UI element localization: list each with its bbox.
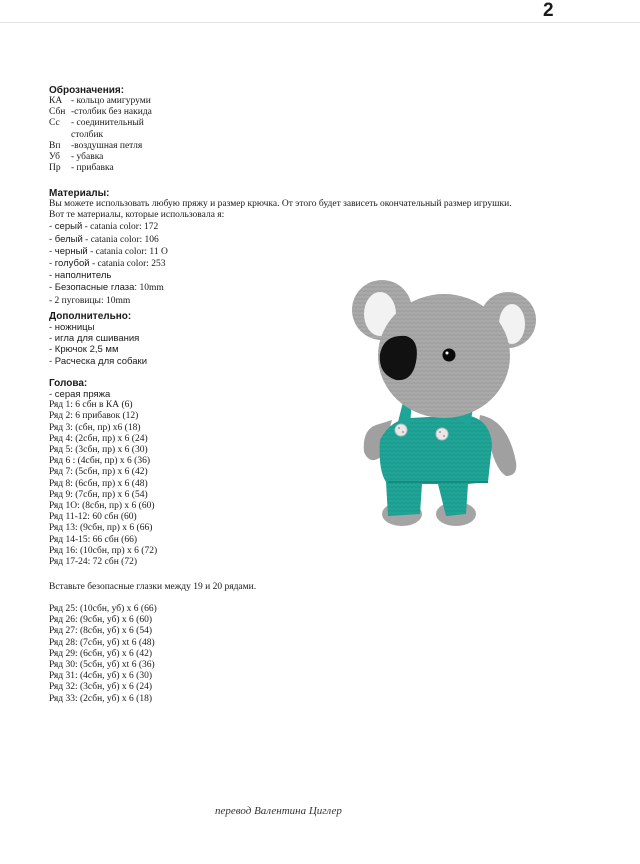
pattern-row: Ряд 2: 6 прибавок (12) bbox=[49, 411, 139, 422]
pattern-row: Ряд 6 : (4сбн, пр) х 6 (36) bbox=[49, 456, 151, 467]
material-detail: - 2 пуговицы: 10mm bbox=[49, 295, 131, 306]
material-item bbox=[49, 246, 512, 258]
legend-abbr: Вп bbox=[49, 140, 61, 151]
pattern-row: Ряд 9: (7сбн, пр) х 6 (54) bbox=[49, 489, 148, 500]
material-name: - серый bbox=[49, 221, 83, 233]
head-rows-1 bbox=[49, 400, 157, 568]
eye bbox=[443, 349, 456, 362]
pattern-row: Ряд 32: (3сбн, уб) х 6 (24) bbox=[49, 682, 153, 693]
pattern-row: Ряд 1: 6 сбн в КА (6) bbox=[49, 400, 133, 411]
legend-title: Оброзначения: bbox=[49, 85, 125, 96]
legend-text: столбик bbox=[71, 129, 104, 140]
material-name: - наполнитель bbox=[49, 270, 112, 282]
legend-text: -столбик без накида bbox=[71, 107, 152, 118]
head-rows-2-block bbox=[49, 604, 157, 705]
material-detail: 10mm bbox=[137, 283, 164, 294]
material-detail: - catania color: 11 O bbox=[87, 246, 168, 257]
additional-item: - игла для сшивания bbox=[49, 333, 140, 345]
head-section bbox=[49, 378, 157, 568]
additional-section bbox=[49, 311, 147, 367]
legend-item bbox=[49, 152, 152, 163]
additional-title: Дополнительно: bbox=[49, 311, 132, 322]
legend-abbr: Пр bbox=[49, 163, 61, 174]
head-yarn: - серая пряжа bbox=[49, 389, 111, 400]
page-number: 2 bbox=[543, 0, 554, 21]
legend-text: - убавка bbox=[71, 152, 104, 163]
legend-item bbox=[49, 130, 152, 141]
materials-intro-2: Вот те материалы, которые использовала я: bbox=[49, 210, 225, 221]
pattern-row: Ряд 5: (3сбн, пр) х 6 (30) bbox=[49, 445, 148, 456]
eye-highlight bbox=[446, 352, 449, 355]
material-name: - белый bbox=[49, 233, 83, 245]
eyes-note: Вставьте безопасные глазки между 19 и 20 рядами. bbox=[49, 582, 257, 592]
pattern-row: Ряд 33: (2сбн, уб) х 6 (18) bbox=[49, 693, 153, 704]
legend-abbr: Уб bbox=[49, 152, 60, 163]
legend-text: -воздушная петля bbox=[71, 140, 143, 151]
material-name: - голубой bbox=[49, 258, 90, 270]
legend-text: - кольцо амигуруми bbox=[71, 96, 151, 106]
pattern-row: Ряд 28: (7сбн, уб) хt 6 (48) bbox=[49, 637, 155, 648]
translator-credit: перевод Валентина Циглер bbox=[215, 805, 342, 817]
legend-item bbox=[49, 118, 152, 129]
legend-item bbox=[49, 107, 152, 118]
material-name: - черный bbox=[49, 245, 88, 257]
overall-button-right bbox=[436, 428, 448, 440]
pattern-row: Ряд 17-24: 72 сбн (72) bbox=[49, 557, 138, 568]
koala-photo bbox=[340, 270, 555, 532]
material-item bbox=[49, 258, 512, 270]
pattern-row: Ряд 26: (9сбн, уб) х 6 (60) bbox=[49, 615, 153, 626]
pattern-row: Ряд 31: (4сбн, уб) х 6 (30) bbox=[49, 671, 153, 682]
additional-item: - ножницы bbox=[49, 322, 95, 333]
material-detail: - catania color: 106 bbox=[82, 234, 159, 245]
material-name: - Безопасные глаза: bbox=[49, 282, 138, 294]
material-item bbox=[49, 221, 512, 233]
materials-title: Материалы: bbox=[49, 188, 110, 199]
head-title: Голова: bbox=[49, 378, 88, 389]
materials-intro-1: Вы можете использовать любую пряжу и размер крючка. От этого будет зависеть окончательный размер игрушки. bbox=[49, 199, 512, 209]
pattern-row: Ряд 3: (сбн, пр) х6 (18) bbox=[49, 422, 141, 433]
pattern-row: Ряд 30: (5сбн, уб) хt 6 (36) bbox=[49, 660, 155, 671]
additional-item: - Крючок 2,5 мм bbox=[49, 344, 119, 356]
legend-text: - прибавка bbox=[71, 163, 114, 174]
pattern-row: Ряд 13: (9сбн, пр) х 6 (66) bbox=[49, 523, 153, 534]
top-divider bbox=[0, 22, 640, 23]
legend-list bbox=[49, 96, 152, 174]
legend-abbr: Сбн bbox=[49, 107, 66, 118]
pattern-row: Ряд 7: (5сбн, пр) х 6 (42) bbox=[49, 467, 148, 478]
pattern-row: Ряд 27: (8сбн, уб) х 6 (54) bbox=[49, 626, 153, 637]
material-detail: - catania color: 253 bbox=[89, 259, 166, 270]
pattern-row: Ряд 8: (6сбн, пр) х 6 (48) bbox=[49, 478, 148, 489]
pattern-row: Ряд 1О: (8сбн, пр) х 6 (60) bbox=[49, 501, 155, 512]
pattern-row: Ряд 4: (2сбн, пр) х 6 (24) bbox=[49, 433, 148, 444]
legend-section bbox=[49, 85, 152, 174]
legend-item bbox=[49, 141, 152, 152]
pattern-row: Ряд 29: (6сбн, уб) х 6 (42) bbox=[49, 648, 153, 659]
material-item bbox=[49, 234, 512, 246]
pattern-row: Ряд 11-12: 60 сбн (60) bbox=[49, 512, 137, 523]
pattern-row: Ряд 14-15: 66 сбн (66) bbox=[49, 534, 138, 545]
nose bbox=[380, 336, 417, 380]
legend-item bbox=[49, 163, 152, 174]
overall-button-left bbox=[395, 424, 407, 436]
pattern-row: Ряд 25: (10сбн, уб) х 6 (66) bbox=[49, 604, 157, 614]
additional-list bbox=[49, 322, 147, 367]
legend-abbr: Сс bbox=[49, 118, 60, 129]
legend-text: - соединительный bbox=[71, 118, 144, 129]
additional-item: - Расческа для собаки bbox=[49, 355, 148, 367]
legend-item bbox=[49, 96, 152, 107]
pattern-row: Ряд 16: (10сбн, пр) х 6 (72) bbox=[49, 545, 158, 556]
head-rows-2 bbox=[49, 604, 157, 705]
material-detail: - catania color: 172 bbox=[82, 222, 159, 233]
legend-abbr: КА bbox=[49, 96, 63, 106]
